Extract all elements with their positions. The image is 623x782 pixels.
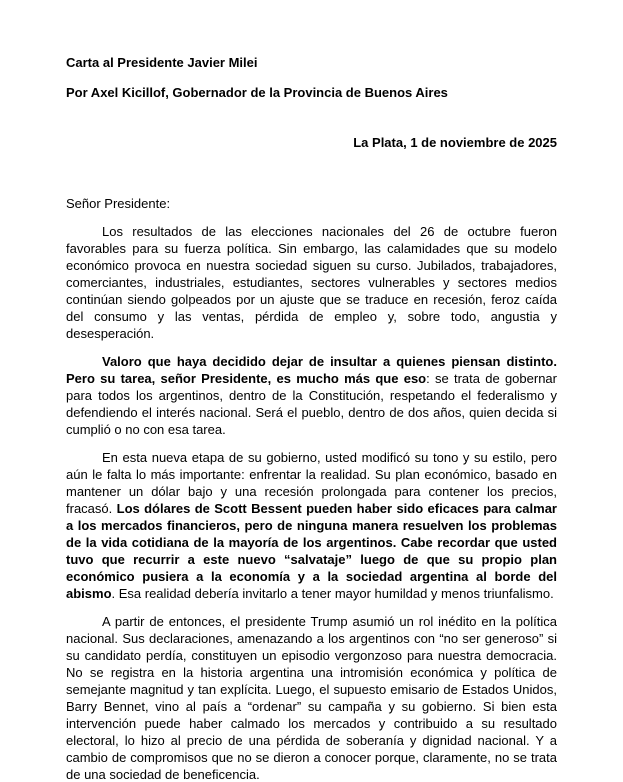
letter-salutation: Señor Presidente: — [66, 196, 171, 211]
paragraph — [66, 223, 557, 342]
letter-dateline: La Plata, 1 de noviembre de 2025 — [353, 135, 557, 150]
bold-text-run: Valoro que haya decidido dejar de insultar a quienes piensan distinto. Pero su tarea, señor Presidente, es mucho más que eso — [66, 354, 557, 386]
bold-text-run: Los dólares de Scott Bessent pueden haber sido eficaces para calmar a los mercados financieros, pero de ninguna manera resuelven los problemas de la vida cotidiana de la mayoría de los argentinos. Cabe recordar que usted tuvo que recurrir a este nuevo “salvataje” luego de que su propio plan económico pusiera a la economía y a la sociedad argentina al borde del abismo — [66, 501, 557, 601]
text-run: A partir de entonces, el presidente Trump asumió un rol inédito en la política nacional. Sus declaraciones, amenazando a los argentinos con “no ser generoso” si su candidato perdía, constituyen un episodio vergonzoso para nuestra democracia. No se registra en la historia argentina una intromisión económica y política de semejante magnitud y tan explícita. Luego, el supuesto emisario de Estados Unidos, Barry Bennet, vino al país a “ordenar” su campaña y su gobierno. Si bien esta intervención puede haber calmado los mercados y contribuido a su resultado electoral, lo hizo al precio de una pérdida de soberanía y dignidad nacional. Y a cambio de compromisos que no se dieron a conocer porque, claramente, no se trata de una sociedad de beneficencia. — [66, 614, 557, 782]
paragraph — [66, 613, 557, 782]
paragraph — [66, 449, 557, 602]
text-run: Los resultados de las elecciones nacionales del 26 de octubre fueron favorables para su fuerza política. Sin embargo, las calamidades que su modelo económico provoca en nuestra sociedad siguen su curso. Jubilados, trabajadores, comerciantes, industriales, estudiantes, sectores vulnerables y sectores medios continúan siendo golpeados por un ajuste que se traduce en recesión, feroz caída del consumo y las ventas, pérdida de empleo y, sobre todo, angustia y desesperación. — [66, 224, 557, 341]
text-run: : se trata de gobernar para todos los argentinos, dentro de la Constitución, respetando el federalismo y defendiendo el interés nacional. Será el pueblo, dentro de dos años, quien decida si cumplió o no con esa tarea. — [66, 371, 557, 437]
paragraph — [66, 353, 557, 438]
text-run: En esta nueva etapa de su gobierno, usted modificó su tono y su estilo, pero aún le falta lo más importante: enfrentar la realidad. Su plan económico, basado en mantener un dólar bajo y una recesión prolongada para contener los precios, fracasó. — [66, 450, 557, 516]
letter-byline: Por Axel Kicillof, Gobernador de la Provincia de Buenos Aires — [66, 85, 448, 100]
text-run: . Esa realidad debería invitarlo a tener mayor humildad y menos triunfalismo. — [111, 586, 554, 601]
letter-title: Carta al Presidente Javier Milei — [66, 55, 258, 70]
letter-body — [66, 223, 557, 782]
